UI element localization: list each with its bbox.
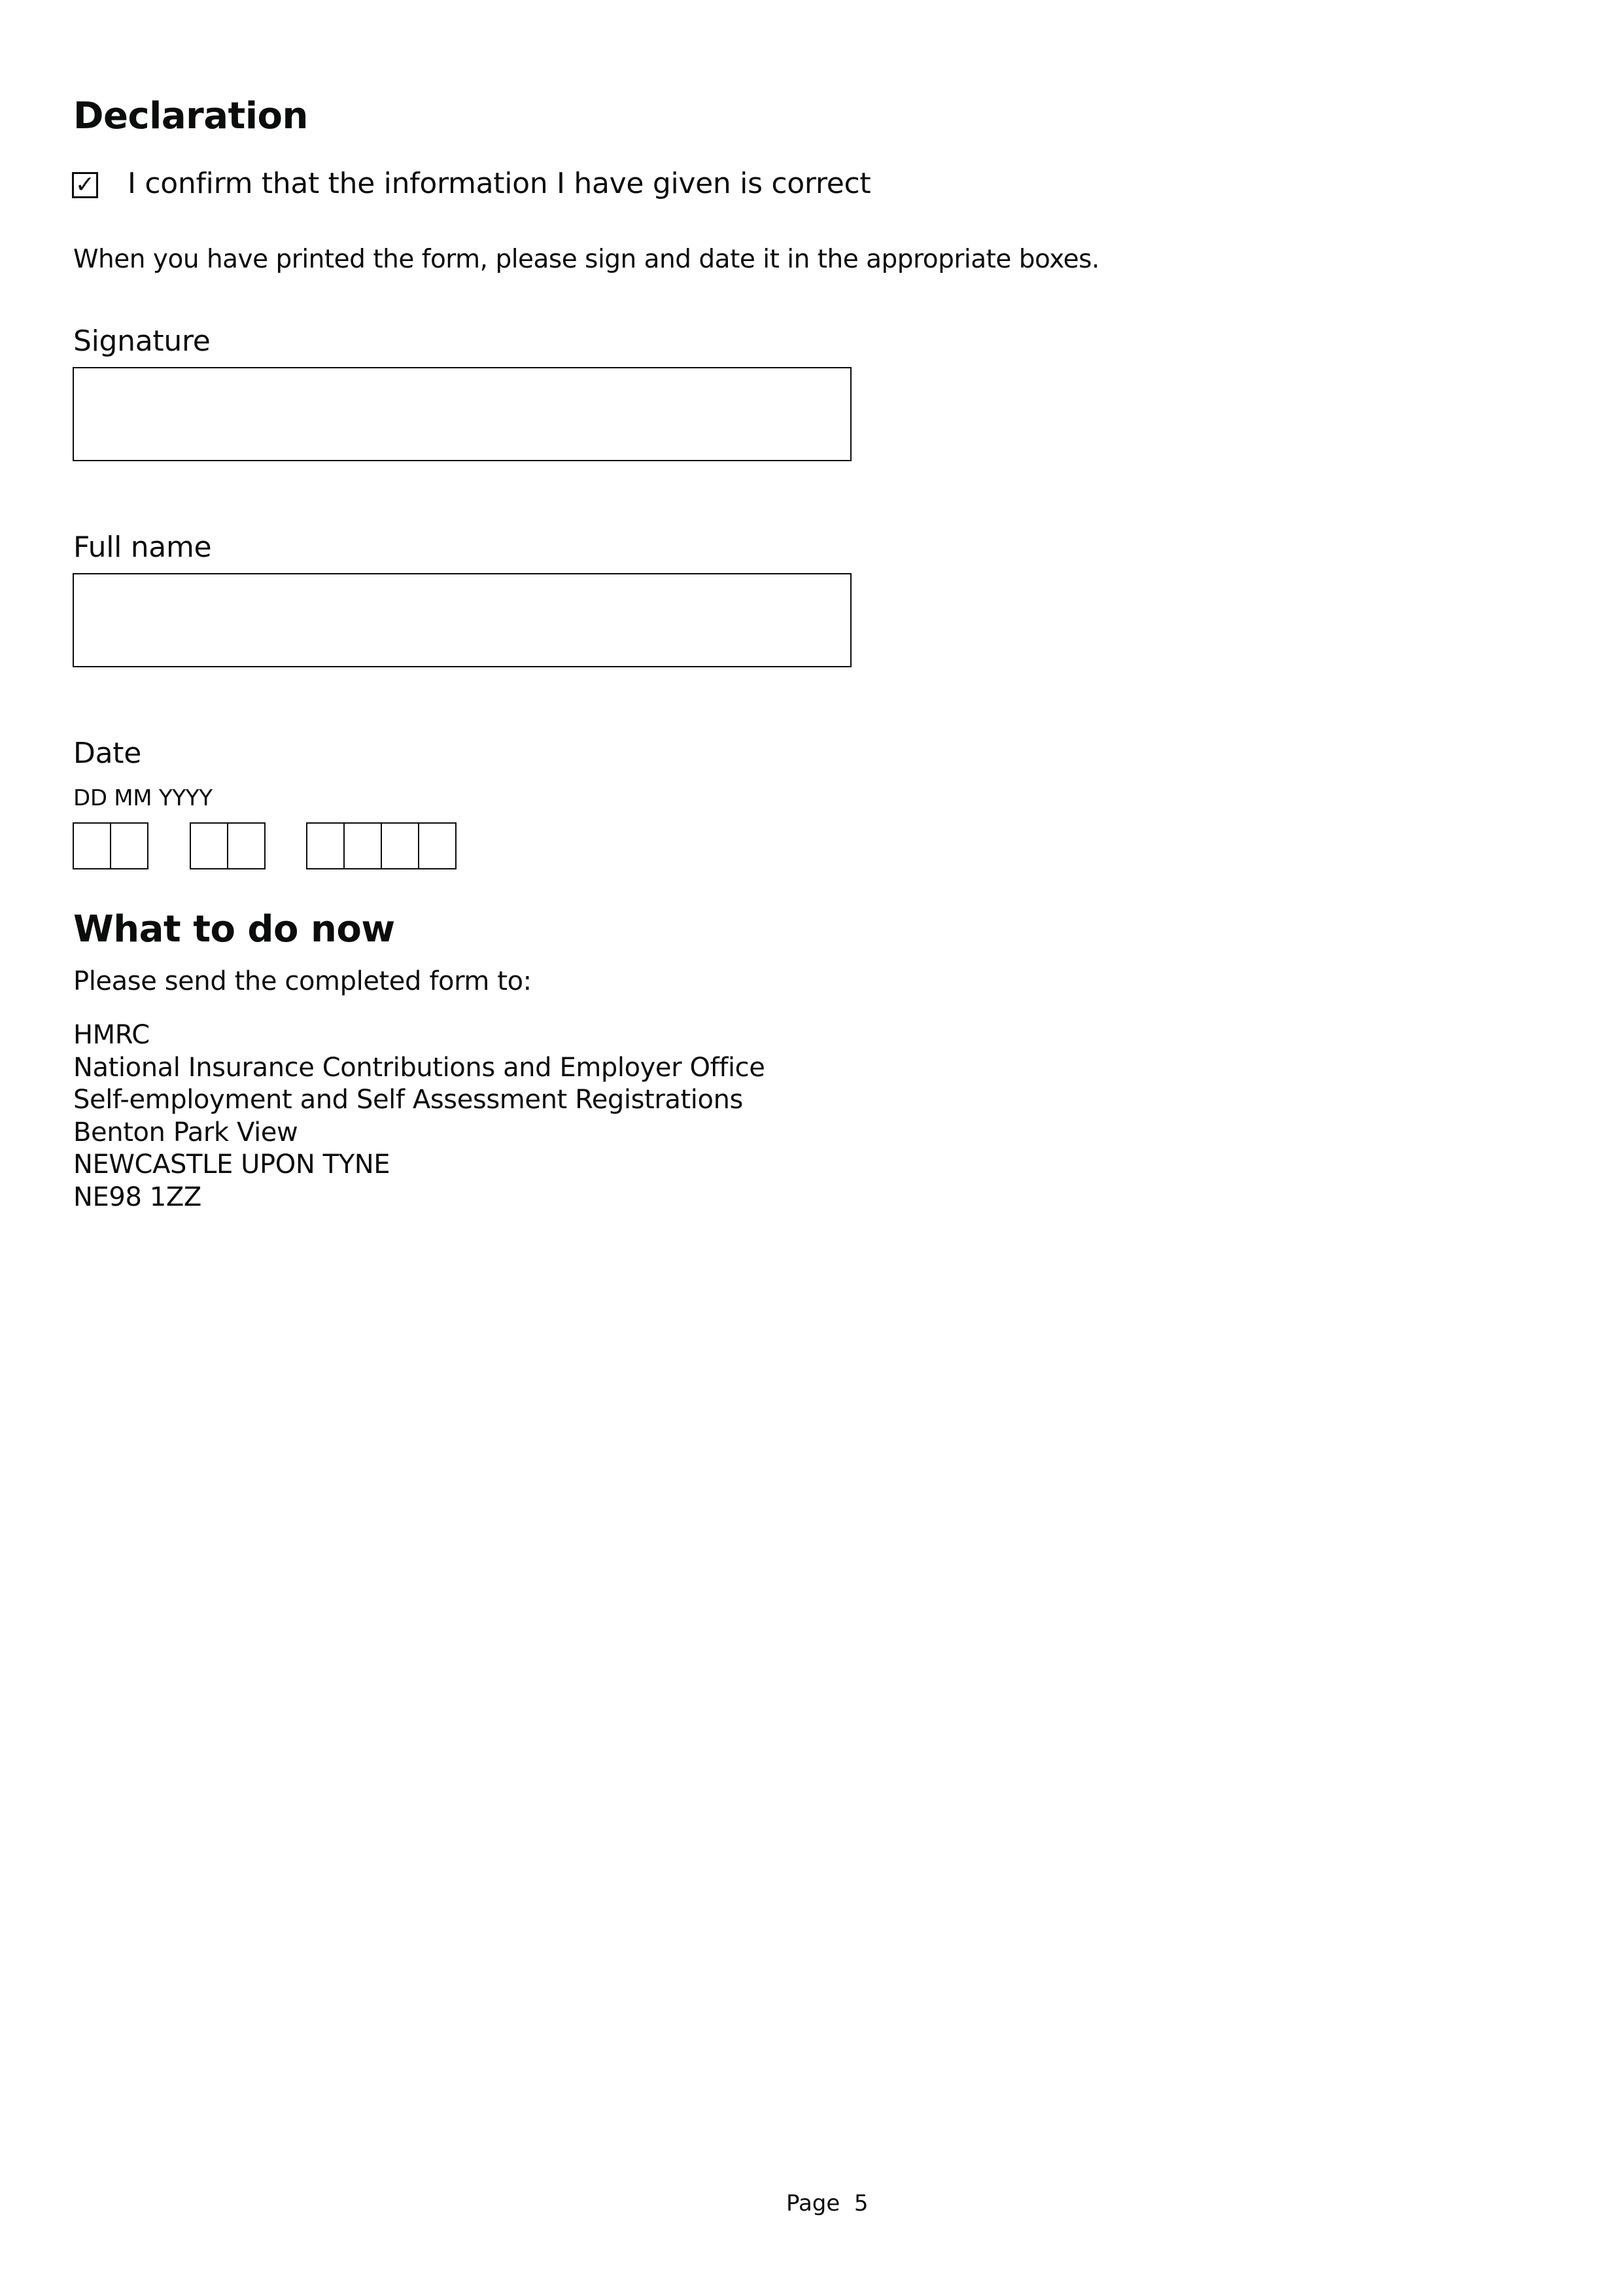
sign-instruction-text: When you have printed the form, please sign and date it in the appropriate boxes. [73, 245, 1099, 274]
confirm-checkbox-label: I confirm that the information I have given is correct [128, 167, 871, 200]
address-line: HMRC [73, 1020, 150, 1050]
date-year-digit-3[interactable] [381, 822, 419, 869]
declaration-heading: Declaration [73, 95, 308, 137]
address-line: NE98 1ZZ [73, 1182, 201, 1212]
page-number: Page 5 [786, 2190, 869, 2216]
signature-label: Signature [73, 324, 211, 358]
address-line: National Insurance Contributions and Employer Office [73, 1052, 765, 1083]
date-label: Date [73, 737, 141, 770]
what-to-do-heading: What to do now [73, 908, 395, 951]
date-format-hint: DD MM YYYY [73, 785, 213, 811]
address-line: Benton Park View [73, 1117, 298, 1148]
address-line: NEWCASTLE UPON TYNE [73, 1149, 390, 1180]
date-day-group [73, 822, 148, 869]
date-month-group [190, 822, 266, 869]
date-day-digit-2[interactable] [110, 822, 148, 869]
date-month-digit-1[interactable] [190, 822, 228, 869]
full-name-label: Full name [73, 531, 212, 564]
confirm-checkbox[interactable]: ✓ [72, 172, 98, 198]
date-month-digit-2[interactable] [227, 822, 266, 869]
postal-address [73, 1019, 765, 1214]
send-instruction-text: Please send the completed form to: [73, 966, 532, 996]
full-name-input[interactable] [73, 573, 852, 667]
address-line: Self-employment and Self Assessment Registrations [73, 1085, 743, 1115]
signature-box [73, 367, 852, 461]
date-day-digit-1[interactable] [73, 822, 111, 869]
date-year-group [306, 822, 457, 869]
date-year-digit-2[interactable] [343, 822, 382, 869]
date-year-digit-1[interactable] [306, 822, 345, 869]
date-year-digit-4[interactable] [418, 822, 457, 869]
